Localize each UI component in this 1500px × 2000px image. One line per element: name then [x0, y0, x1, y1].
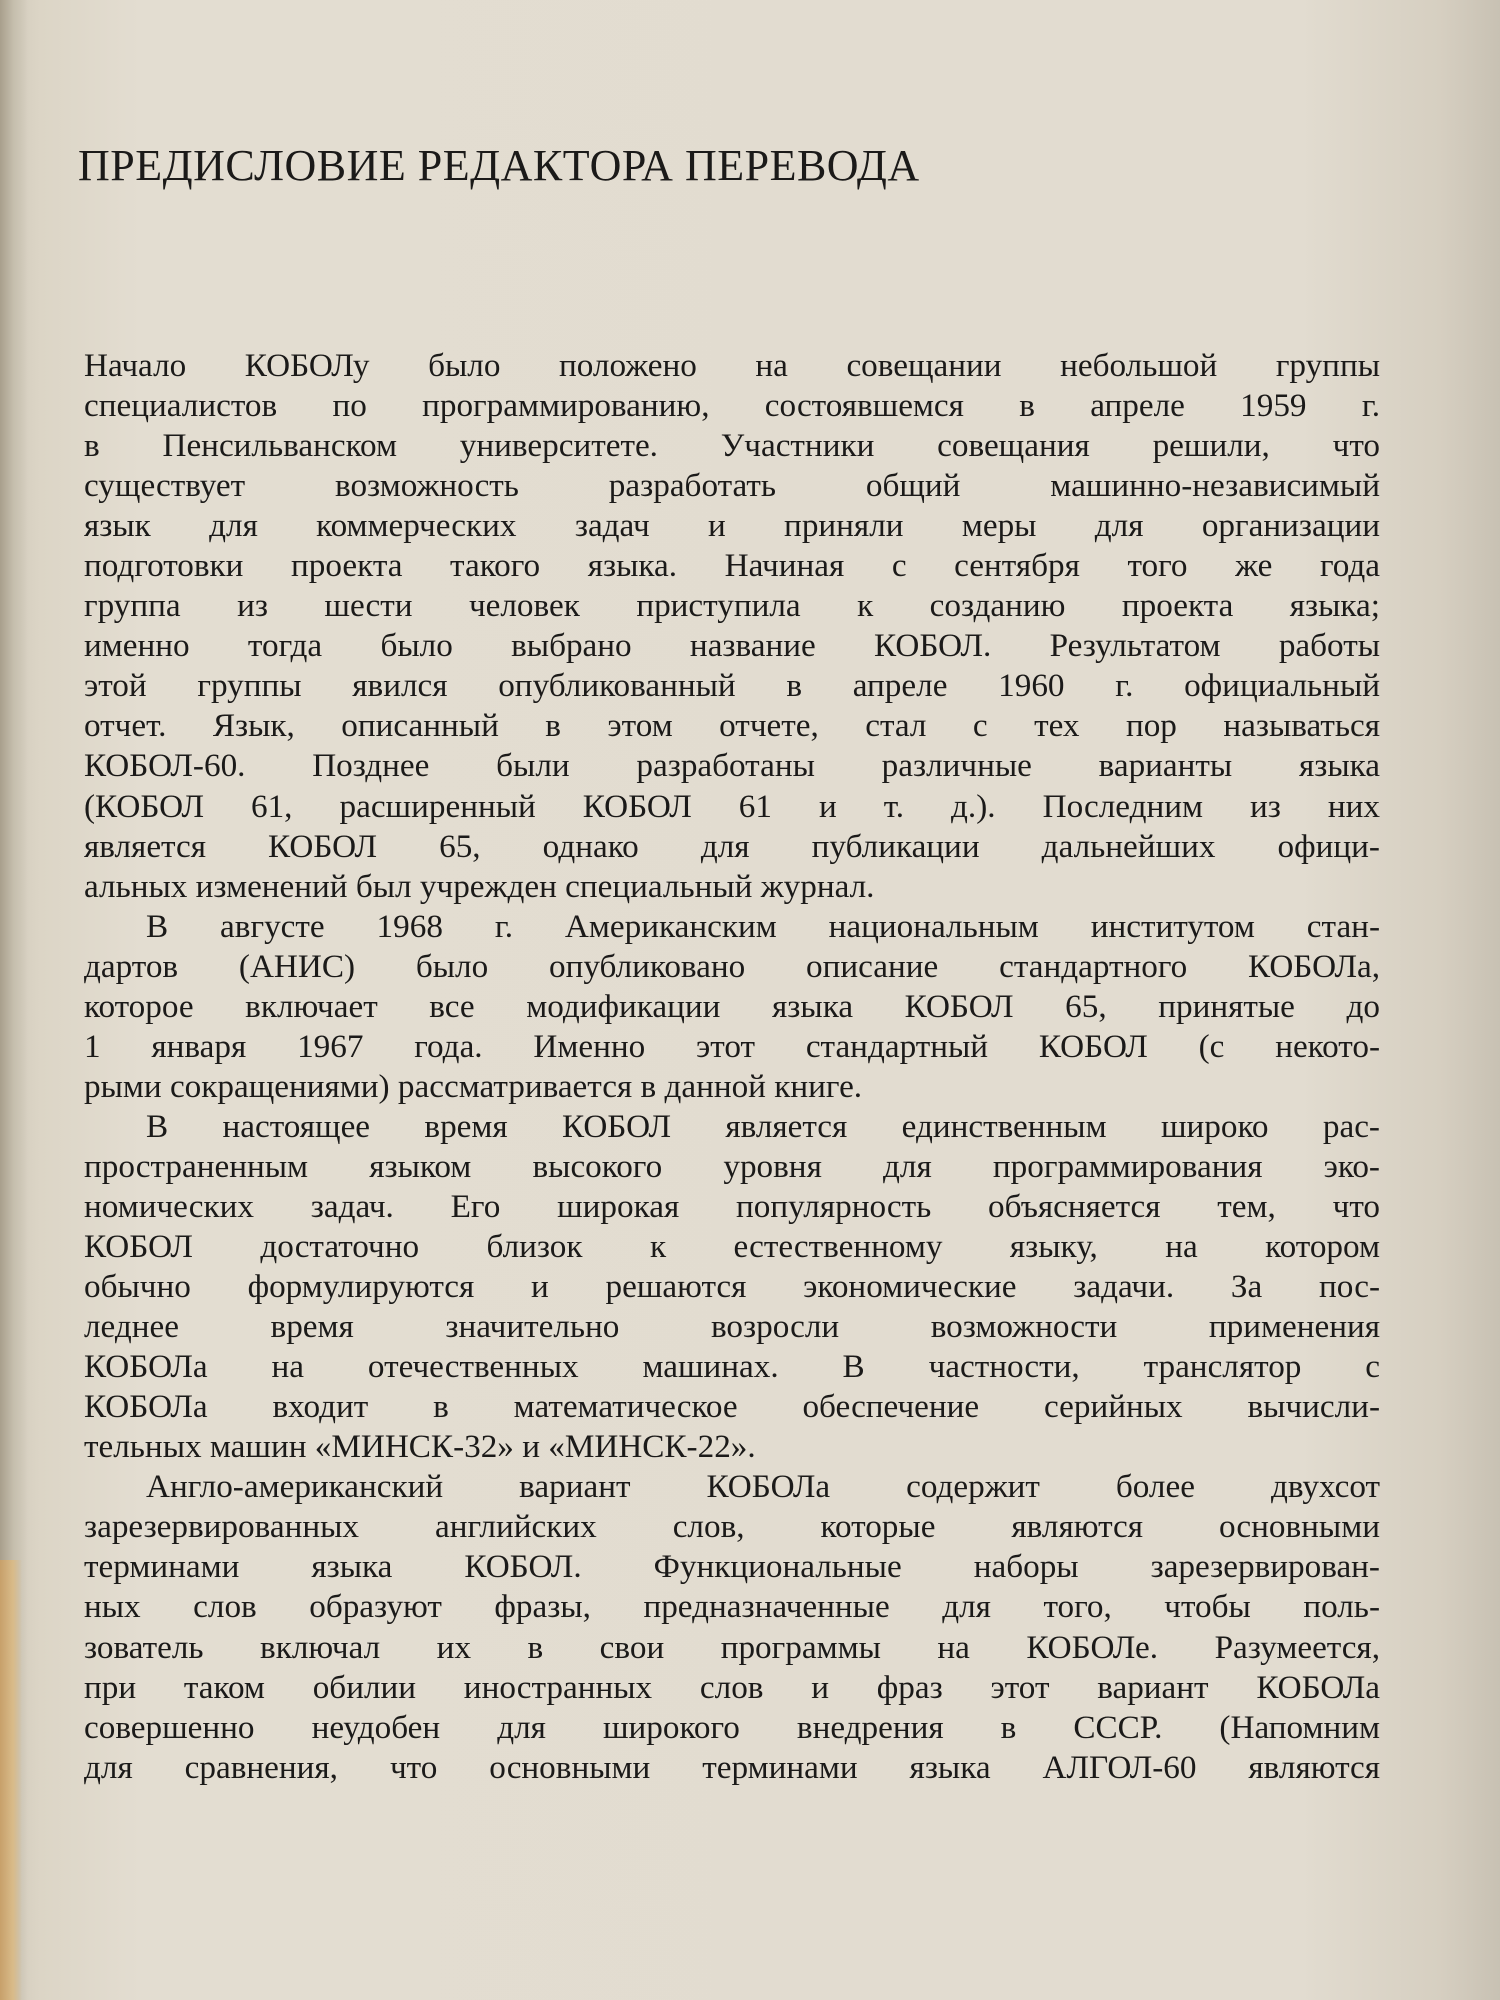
- text-line: которое включает все модификации языка КОБОЛ 65, принятые до: [84, 987, 1380, 1025]
- text-line: (КОБОЛ 61, расширенный КОБОЛ 61 и т. д.). Последним из них: [84, 787, 1380, 825]
- text-line: этой группы явился опубликованный в апреле 1960 г. официальный: [84, 667, 1380, 705]
- paragraph-4: [84, 1467, 1380, 1787]
- text-line: зарезервированных английских слов, которые являются основными: [84, 1508, 1380, 1546]
- text-line: ных слов образуют фразы, предназначенные для того, чтобы поль-: [84, 1588, 1380, 1626]
- text-line: при таком обилии иностранных слов и фраз этот вариант КОБОЛа: [84, 1668, 1380, 1706]
- text-line: дартов (АНИС) было опубликовано описание стандартного КОБОЛа,: [84, 947, 1380, 985]
- text-line: отчет. Язык, описанный в этом отчете, стал с тех пор называться: [84, 707, 1380, 745]
- body-text: [84, 346, 1380, 1788]
- text-line: КОБОЛа на отечественных машинах. В частности, транслятор с: [84, 1348, 1380, 1386]
- page-edge-strip: [0, 1560, 22, 2000]
- text-line: КОБОЛ-60. Позднее были разработаны различные варианты языка: [84, 747, 1380, 785]
- text-line: номических задач. Его широкая популярность объясняется тем, что: [84, 1187, 1380, 1225]
- text-line: В августе 1968 г. Американским национальным институтом стан-: [146, 907, 1380, 945]
- text-line: группа из шести человек приступила к созданию проекта языка;: [84, 587, 1380, 625]
- text-line: альных изменений был учрежден специальный журнал.: [84, 867, 875, 905]
- text-line: рыми сокращениями) рассматривается в данной книге.: [84, 1067, 863, 1105]
- text-line: зователь включал их в свои программы на КОБОЛе. Разумеется,: [84, 1628, 1380, 1666]
- text-line: В настоящее время КОБОЛ является единственным широко рас-: [146, 1107, 1380, 1145]
- page-title: ПРЕДИСЛОВИЕ РЕДАКТОРА ПЕРЕВОДА: [78, 141, 920, 190]
- text-line: 1 января 1967 года. Именно этот стандартный КОБОЛ (с некото-: [84, 1027, 1380, 1065]
- text-line: подготовки проекта такого языка. Начиная с сентября того же года: [84, 547, 1380, 585]
- text-line: существует возможность разработать общий машинно-независимый: [84, 467, 1380, 505]
- paragraph-1: [84, 346, 1380, 907]
- text-line: пространенным языком высокого уровня для программирования эко-: [84, 1147, 1380, 1185]
- text-line: язык для коммерческих задач и приняли меры для организации: [84, 507, 1380, 545]
- text-line: для сравнения, что основными терминами языка АЛГОЛ-60 являются: [84, 1748, 1380, 1786]
- text-line: Англо-американский вариант КОБОЛа содержит более двухсот: [146, 1468, 1380, 1506]
- text-line: специалистов по программированию, состоявшемся в апреле 1959 г.: [84, 387, 1380, 425]
- text-line: леднее время значительно возросли возможности применения: [84, 1308, 1380, 1346]
- paragraph-3: [84, 1107, 1380, 1467]
- text-line: КОБОЛ достаточно близок к естественному языку, на котором: [84, 1228, 1380, 1266]
- text-line: обычно формулируются и решаются экономические задачи. За пос-: [84, 1268, 1380, 1306]
- text-line: терминами языка КОБОЛ. Функциональные наборы зарезервирован-: [84, 1548, 1380, 1586]
- paragraph-2: [84, 907, 1380, 1107]
- text-line: КОБОЛа входит в математическое обеспечение серийных вычисли-: [84, 1388, 1380, 1426]
- text-line: совершенно неудобен для широкого внедрения в СССР. (Напомним: [84, 1708, 1380, 1746]
- text-line: является КОБОЛ 65, однако для публикации дальнейших офици-: [84, 827, 1380, 865]
- text-line: тельных машин «МИНСК-32» и «МИНСК-22».: [84, 1428, 756, 1466]
- text-line: Начало КОБОЛу было положено на совещании небольшой группы: [84, 347, 1380, 384]
- text-line: именно тогда было выбрано название КОБОЛ. Результатом работы: [84, 627, 1380, 665]
- text-line: в Пенсильванском университете. Участники совещания решили, что: [84, 427, 1380, 465]
